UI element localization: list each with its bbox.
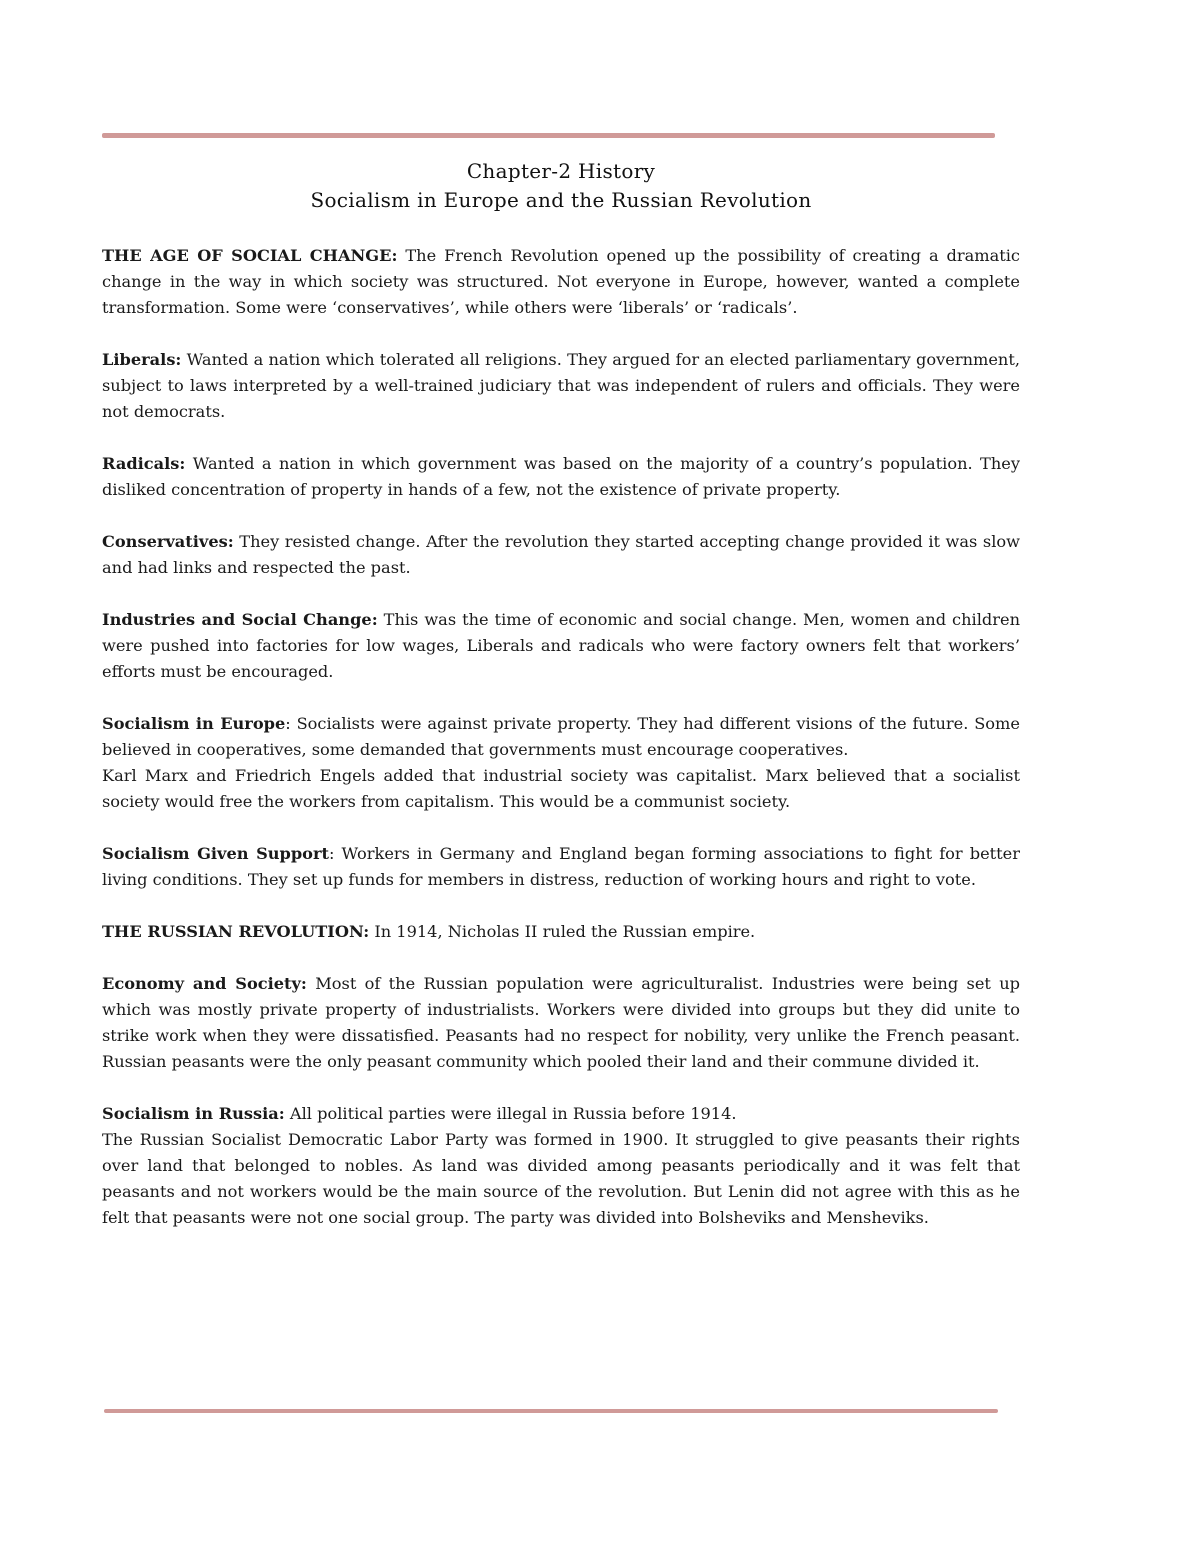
paragraph-text: Most of the Russian population were agriculturalist. Industries were being set up which was mostly private property of industrialists. Workers were divided into groups but they did unite to strike work when they were dissatisfied. Peasants had no respect for nobility, very unlike the French peasant. Russian peasants were the only peasant community which pooled their land and their commune divided it. bbox=[102, 974, 1020, 1071]
paragraph-text: : Workers in Germany and England began forming associations to fight for better living conditions. They set up funds for members in distress, reduction of working hours and right to vote. bbox=[102, 844, 1020, 889]
paragraph-lead: THE RUSSIAN REVOLUTION: bbox=[102, 922, 370, 941]
paragraph-text: : Socialists were against private property. They had different visions of the future. Some believed in cooperatives, some demanded that governments must encourage cooperatives. bbox=[102, 714, 1020, 759]
paragraph-text: The Russian Socialist Democratic Labor Party was formed in 1900. It struggled to give peasants their rights over land that belonged to nobles. As land was divided among peasants periodically and it was felt that peasants and not workers would be the main source of the revolution. But Lenin did not agree with this as he felt that peasants were not one social group. The party was divided into Bolsheviks and Mensheviks. bbox=[102, 1130, 1020, 1227]
paragraph-text: The French Revolution opened up the possibility of creating a dramatic change in the way in which society was structured. Not everyone in Europe, however, wanted a complete transformation. Some were ‘conservatives’, while others were ‘liberals’ or ‘radicals’. bbox=[102, 246, 1021, 317]
paragraph-text: They resisted change. After the revolution they started accepting change provided it was slow and had links and respected the past. bbox=[102, 532, 1020, 577]
paragraph-labor-party bbox=[102, 1127, 1020, 1231]
paragraph-socialism-in-europe bbox=[102, 711, 1020, 763]
chapter-heading: Chapter-2 History bbox=[466, 159, 656, 183]
paragraph-socialism-in-russia bbox=[102, 1101, 1020, 1127]
paragraph-economy-and-society bbox=[102, 971, 1020, 1075]
paragraph-lead: Liberals: bbox=[102, 350, 182, 369]
paragraph-age-of-social-change bbox=[102, 243, 1020, 321]
paragraph-russian-revolution bbox=[102, 919, 1020, 945]
paragraph-lead: Socialism in Russia: bbox=[102, 1104, 285, 1123]
paragraph-marx-engels bbox=[102, 763, 1020, 815]
paragraph-lead: Socialism in Europe bbox=[102, 714, 286, 733]
bottom-divider bbox=[104, 1409, 998, 1413]
paragraph-text: Wanted a nation in which government was based on the majority of a country’s population. They disliked concentration of property in hands of a few, not the existence of private property. bbox=[102, 454, 1020, 499]
paragraph-lead: Radicals: bbox=[102, 454, 186, 473]
document-title bbox=[102, 157, 1020, 215]
paragraph-conservatives bbox=[102, 529, 1020, 581]
paragraph-lead: THE AGE OF SOCIAL CHANGE: bbox=[102, 246, 398, 265]
chapter-subtitle: Socialism in Europe and the Russian Revolution bbox=[310, 188, 812, 212]
paragraph-lead: Conservatives: bbox=[102, 532, 234, 551]
document-body bbox=[102, 243, 1020, 1257]
paragraph-lead: Industries and Social Change: bbox=[102, 610, 378, 629]
top-divider bbox=[102, 133, 995, 138]
paragraph-text: Wanted a nation which tolerated all religions. They argued for an elected parliamentary government, subject to laws interpreted by a well-trained judiciary that was independent of rulers and officials. They were not democrats. bbox=[102, 350, 1020, 421]
paragraph-lead: Economy and Society: bbox=[102, 974, 307, 993]
paragraph-text: All political parties were illegal in Russia before 1914. bbox=[284, 1104, 737, 1123]
paragraph-industries-social-change bbox=[102, 607, 1020, 685]
paragraph-lead: Socialism Given Support bbox=[102, 844, 329, 863]
paragraph-radicals bbox=[102, 451, 1020, 503]
paragraph-text: In 1914, Nicholas II ruled the Russian empire. bbox=[369, 922, 756, 941]
paragraph-liberals bbox=[102, 347, 1020, 425]
paragraph-text: This was the time of economic and social change. Men, women and children were pushed into factories for low wages, Liberals and radicals who were factory owners felt that workers’ efforts must be encouraged. bbox=[102, 610, 1021, 681]
paragraph-text: Karl Marx and Friedrich Engels added that industrial society was capitalist. Marx believed that a socialist society would free the workers from capitalism. This would be a communist society. bbox=[102, 766, 1020, 811]
paragraph-socialism-given-support bbox=[102, 841, 1020, 893]
